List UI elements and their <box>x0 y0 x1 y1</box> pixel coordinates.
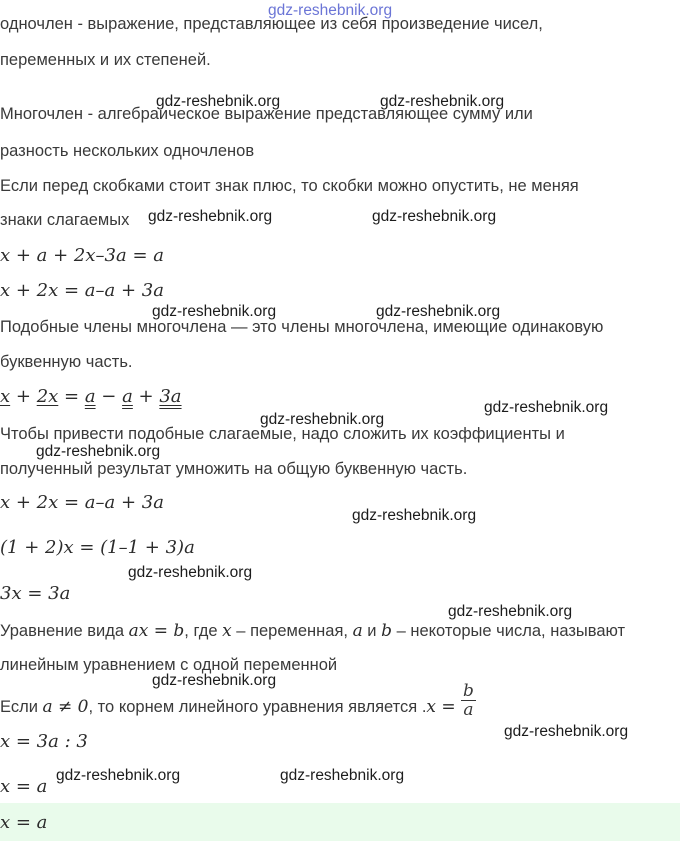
watermark: gdz-reshebnik.org <box>36 443 161 460</box>
answer-box <box>0 803 680 841</box>
text-span: и <box>362 622 382 640</box>
watermark: gdz-reshebnik.org <box>148 208 273 225</box>
watermark: gdz-reshebnik.org <box>504 723 629 740</box>
op: + <box>10 386 37 407</box>
text-line-3: Многочлен - алгебраическое выражение представляющее сумму или <box>0 105 533 123</box>
watermark: gdz-reshebnik.org <box>156 93 281 110</box>
equation-3: x + 2x = a–a + 3a <box>0 492 164 513</box>
watermark-top: gdz-reshebnik.org <box>268 2 393 19</box>
text-line-6: знаки слагаемых <box>0 211 130 229</box>
inline-math: a <box>352 621 363 641</box>
op: − <box>95 386 123 407</box>
watermark: gdz-reshebnik.org <box>376 303 501 320</box>
term-2x: 2x <box>36 386 59 407</box>
fraction-numerator: b <box>463 681 474 701</box>
text-span: , где <box>184 622 223 640</box>
text-line-5: Если перед скобками стоит знак плюс, то скобки можно опустить, не меняя <box>0 177 579 195</box>
text-span: , то корнем линейного уравнения является . <box>88 697 427 716</box>
text-line-1: одночлен - выражение, представляющее из себя произведение чисел, <box>0 15 543 33</box>
text-line-7: Подобные члены многочлена — это члены многочлена, имеющие одинаковую <box>0 318 604 336</box>
watermark: gdz-reshebnik.org <box>380 93 505 110</box>
text-span: – некоторые числа, называют <box>391 622 626 640</box>
equation-5: 3x = 3a <box>0 583 71 604</box>
watermark: gdz-reshebnik.org <box>372 208 497 225</box>
op: + <box>132 386 160 407</box>
watermark: gdz-reshebnik.org <box>152 303 277 320</box>
equation-7: x = a <box>0 776 48 797</box>
watermark: gdz-reshebnik.org <box>484 399 609 416</box>
text-line-4: разность нескольких одночленов <box>0 142 255 160</box>
term-3a: 3a <box>159 386 182 407</box>
equation-1: x + a + 2x–3a = a <box>0 245 164 266</box>
watermark: gdz-reshebnik.org <box>152 672 277 689</box>
watermark: gdz-reshebnik.org <box>260 411 385 428</box>
watermark: gdz-reshebnik.org <box>56 767 181 784</box>
fraction <box>461 682 476 719</box>
equation-2: x + 2x = a–a + 3a <box>0 280 164 301</box>
inline-math: x <box>222 621 232 641</box>
term-x: x <box>0 386 11 407</box>
equation-4: (1 + 2)x = (1–1 + 3)a <box>0 537 195 558</box>
watermark: gdz-reshebnik.org <box>448 603 573 620</box>
equation-underlined <box>0 386 182 408</box>
text-span: – переменная, <box>231 622 353 640</box>
inline-math: a ≠ 0 <box>42 696 89 717</box>
text-line-9: Чтобы привести подобные слагаемые, надо сложить их коэффициенты и <box>0 425 565 443</box>
equation-6: x = 3a : 3 <box>0 731 88 752</box>
watermark: gdz-reshebnik.org <box>352 507 477 524</box>
watermark: gdz-reshebnik.org <box>128 564 253 581</box>
text-line-8: буквенную часть. <box>0 353 133 371</box>
text-line-2: переменных и их степеней. <box>0 51 211 69</box>
watermark: gdz-reshebnik.org <box>280 767 405 784</box>
inline-math: ax = b <box>128 621 185 641</box>
inline-math: b <box>381 621 392 641</box>
text-line-12: линейным уравнением с одной переменной <box>0 656 338 674</box>
text-span: Если <box>0 697 43 716</box>
text-line-10: полученный результат умножить на общую буквенную часть. <box>0 460 468 478</box>
text-span: Уравнение вида <box>0 622 129 640</box>
inline-math: x = <box>426 696 462 717</box>
answer: x = a <box>0 812 48 833</box>
term-a: a <box>122 386 133 407</box>
term-a: a <box>84 386 96 407</box>
text-line-13 <box>0 681 476 720</box>
fraction-denominator: a <box>463 700 474 720</box>
op: = <box>58 386 85 407</box>
text-line-11 <box>0 621 625 641</box>
